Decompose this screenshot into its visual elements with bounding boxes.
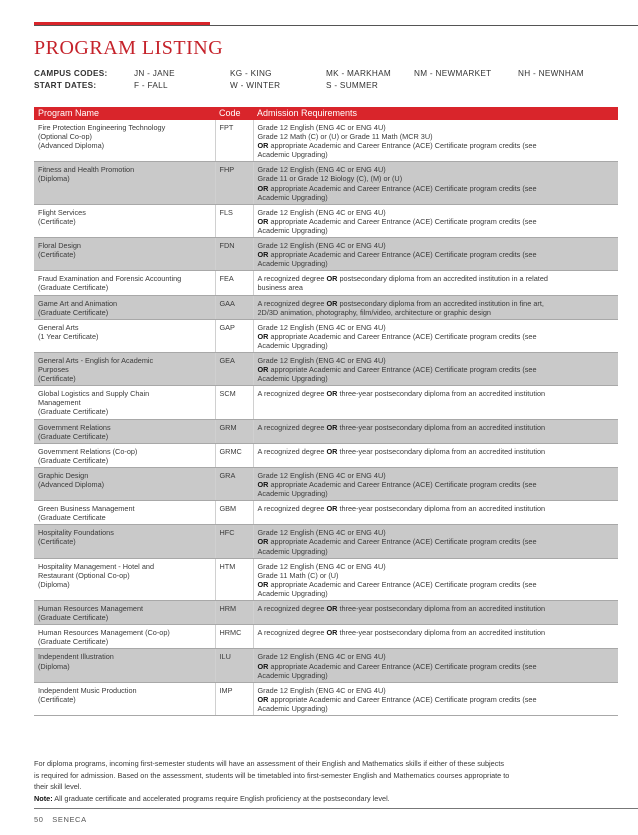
requirement-line: [258, 123, 615, 132]
program-name-cell: [34, 162, 215, 204]
note-label: Note:: [34, 793, 53, 803]
program-code-cell: ILU: [215, 649, 253, 682]
program-name-cell: [34, 238, 215, 271]
program-name-line: (Certificate): [38, 216, 76, 226]
program-name-cell: [34, 271, 215, 295]
program-name-line: (Advanced Diploma): [38, 480, 105, 489]
requirement-line: [258, 562, 615, 571]
requirement-line: [258, 217, 615, 226]
program-code-cell: FDN: [215, 238, 253, 271]
requirement-line: [258, 308, 615, 317]
start-date-code: S - SUMMER: [326, 81, 379, 90]
requirement-text: Academic Upgrading): [257, 546, 328, 556]
requirement-line: [258, 504, 615, 513]
requirement-or-keyword: OR: [257, 537, 269, 547]
program-code-cell: GAP: [215, 319, 253, 352]
requirement-text: 2D/3D animation, photography, film/video, architecture or graphic design: [257, 307, 491, 317]
program-name-line: (Advanced Diploma): [38, 141, 105, 151]
program-name-line: (Graduate Certificate): [38, 407, 109, 417]
requirement-text: Academic Upgrading): [257, 588, 328, 598]
program-name-cell: [34, 295, 215, 319]
campus-codes-row: [34, 68, 634, 80]
table-row: [34, 443, 618, 467]
program-name-line: Government Relations (Co-op): [38, 446, 138, 456]
program-name-cell: [34, 386, 215, 419]
requirement-text: Academic Upgrading): [257, 225, 328, 235]
requirement-text: appropriate Academic and Career Entrance (ACE) Certificate program credits (see: [268, 216, 537, 226]
requirement-line: [258, 704, 615, 713]
program-name-line: Fraud Examination and Forensic Accounting: [38, 274, 182, 284]
program-name-cell: [34, 625, 215, 649]
requirement-line: [258, 250, 615, 259]
requirement-or-keyword: OR: [257, 183, 269, 193]
campus-codes-label: CAMPUS CODES:: [34, 69, 108, 78]
program-name-line: (Graduate Certificate): [38, 431, 109, 441]
requirement-line: [258, 332, 615, 341]
requirement-text: Academic Upgrading): [257, 259, 328, 269]
program-name-line: (Diploma): [38, 174, 70, 184]
requirement-text: Academic Upgrading): [257, 670, 328, 680]
program-code-cell: FPT: [215, 120, 253, 162]
admission-requirements-cell: [253, 625, 618, 649]
program-name-cell: [34, 558, 215, 600]
requirement-text: Academic Upgrading): [257, 192, 328, 202]
table-row: [34, 649, 618, 682]
requirement-prefix: A recognized degree: [257, 504, 327, 514]
requirement-text: Grade 12 English (ENG 4C or ENG 4U): [257, 322, 386, 332]
requirement-line: [258, 547, 615, 556]
footnote-line: is required for admission. Based on the assessment, students will be timetabled into first-semester English and Mathematics courses appropriate to: [34, 770, 510, 780]
requirement-text: appropriate Academic and Career Entrance (ACE) Certificate program credits (see: [268, 537, 537, 547]
requirement-line: [258, 489, 615, 498]
note-text: All graduate certificate and accelerated programs require English proficiency at the postsecondary level.: [52, 793, 390, 803]
requirement-line: [258, 374, 615, 383]
program-name-cell: [34, 467, 215, 500]
program-name-line: Management: [38, 398, 81, 408]
program-code-cell: FLS: [215, 204, 253, 237]
admission-requirements-cell: [253, 443, 618, 467]
requirement-line: [258, 365, 615, 374]
program-name-line: (Certificate): [38, 374, 76, 384]
admission-requirements-cell: [253, 601, 618, 625]
requirement-line: [258, 174, 615, 183]
requirement-line: [258, 141, 615, 150]
program-code-cell: GBM: [215, 501, 253, 525]
footer-rule: [34, 808, 638, 809]
program-name-cell: [34, 204, 215, 237]
program-name-line: (Graduate Certificate): [38, 637, 109, 647]
program-name-cell: [34, 501, 215, 525]
program-code-cell: IMP: [215, 682, 253, 715]
requirement-text: appropriate Academic and Career Entrance (ACE) Certificate program credits (see: [268, 183, 537, 193]
table-row: [34, 120, 618, 162]
requirement-line: [258, 184, 615, 193]
program-code-cell: GRM: [215, 419, 253, 443]
requirement-line: [258, 226, 615, 235]
program-name-cell: [34, 120, 215, 162]
requirement-line: [258, 208, 615, 217]
requirement-text: Grade 12 English (ENG 4C or ENG 4U): [257, 355, 386, 365]
requirement-text: three-year postsecondary diploma from an accredited institution: [337, 446, 546, 456]
program-name-line: (Optional Co-op): [38, 132, 92, 142]
requirement-prefix: A recognized degree: [257, 604, 327, 614]
start-dates-label: START DATES:: [34, 81, 97, 90]
page-number: 50: [34, 815, 44, 824]
footnote-line: their skill level.: [34, 782, 82, 791]
requirement-text: appropriate Academic and Career Entrance (ACE) Certificate program credits (see: [268, 579, 537, 589]
requirement-or-keyword: OR: [257, 661, 269, 671]
program-name-line: (Graduate Certificate): [38, 613, 109, 623]
requirement-line: [258, 686, 615, 695]
program-name-line: (Diploma): [38, 661, 70, 671]
requirement-line: [258, 695, 615, 704]
program-name-line: Global Logistics and Supply Chain: [38, 389, 150, 399]
requirement-line: [258, 165, 615, 174]
requirement-text: Academic Upgrading): [257, 340, 328, 350]
program-name-line: Fire Protection Engineering Technology: [38, 123, 166, 132]
program-code-cell: GRMC: [215, 443, 253, 467]
start-date-code: W - WINTER: [230, 81, 281, 90]
program-table: [34, 107, 618, 716]
campus-code: NH - NEWNHAM: [518, 69, 584, 78]
requirement-line: [258, 604, 615, 613]
program-name-line: Restaurant (Optional Co-op): [38, 570, 130, 580]
program-name-line: Graphic Design: [38, 470, 89, 480]
requirement-line: [258, 580, 615, 589]
requirement-line: [258, 447, 615, 456]
table-row: [34, 295, 618, 319]
table-row: [34, 601, 618, 625]
requirement-prefix: A recognized degree: [257, 298, 327, 308]
requirement-text: Grade 11 or Grade 12 Biology (C), (M) or (U): [257, 174, 403, 184]
requirement-line: [258, 193, 615, 202]
table-row: [34, 682, 618, 715]
program-name-cell: [34, 682, 215, 715]
page-title: PROGRAM LISTING: [34, 37, 224, 59]
requirement-line: [258, 299, 615, 308]
footer-brand: SENECA: [52, 815, 87, 824]
table-row: [34, 204, 618, 237]
requirement-prefix: A recognized degree: [257, 274, 327, 284]
program-name-cell: [34, 319, 215, 352]
campus-code: JN - JANE: [134, 69, 175, 78]
program-code-cell: HTM: [215, 558, 253, 600]
program-name-line: (Diploma): [38, 579, 70, 589]
admission-requirements-cell: [253, 162, 618, 204]
column-header-program-name: Program Name: [34, 107, 215, 120]
requirement-text: Grade 12 English (ENG 4C or ENG 4U): [257, 652, 386, 662]
requirement-line: [258, 480, 615, 489]
admission-requirements-cell: [253, 319, 618, 352]
requirement-line: [258, 628, 615, 637]
requirement-text: appropriate Academic and Career Entrance (ACE) Certificate program credits (see: [268, 480, 537, 489]
requirement-line: [258, 132, 615, 141]
admission-requirements-cell: [253, 467, 618, 500]
admission-requirements-cell: [253, 419, 618, 443]
requirement-text: Grade 12 English (ENG 4C or ENG 4U): [257, 241, 386, 251]
requirement-line: [258, 241, 615, 250]
program-name-line: (Graduate Certificate): [38, 455, 109, 465]
requirement-text: three-year postsecondary diploma from an accredited institution: [337, 604, 546, 614]
requirement-line: [258, 671, 615, 680]
requirement-line: [258, 323, 615, 332]
program-code-cell: GRA: [215, 467, 253, 500]
table-row: [34, 162, 618, 204]
requirement-or-keyword: OR: [326, 628, 338, 638]
program-code-cell: HRMC: [215, 625, 253, 649]
page-footer: [34, 815, 93, 824]
requirement-or-keyword: OR: [326, 422, 338, 432]
program-name-line: Human Resources Management (Co-op): [38, 628, 170, 638]
requirement-line: [258, 471, 615, 480]
requirement-prefix: A recognized degree: [257, 422, 327, 432]
requirement-or-keyword: OR: [257, 480, 269, 489]
requirement-text: Academic Upgrading): [257, 150, 328, 160]
requirement-text: appropriate Academic and Career Entrance (ACE) Certificate program credits (see: [268, 365, 537, 375]
requirement-or-keyword: OR: [257, 216, 269, 226]
table-row: [34, 386, 618, 419]
program-name-cell: [34, 649, 215, 682]
requirement-text: Academic Upgrading): [257, 489, 328, 499]
requirement-line: [258, 150, 615, 159]
program-name-line: Hospitality Foundations: [38, 528, 114, 538]
program-code-cell: GAA: [215, 295, 253, 319]
table-row: [34, 558, 618, 600]
program-name-line: (Certificate): [38, 537, 76, 547]
table-row: [34, 352, 618, 385]
requirement-or-keyword: OR: [257, 141, 269, 151]
admission-requirements-cell: [253, 558, 618, 600]
requirement-line: [258, 356, 615, 365]
program-name-line: Floral Design: [38, 241, 81, 251]
footnote-line: For diploma programs, incoming first-semester students will have an assessment of their English and Mathematics skills if either of these subjects: [34, 759, 505, 768]
requirement-text: Grade 11 Math (C) or (U): [257, 570, 339, 580]
admission-requirements-cell: [253, 120, 618, 162]
requirement-text: three-year postsecondary diploma from an accredited institution: [337, 389, 546, 399]
admission-requirements-cell: [253, 525, 618, 558]
requirement-or-keyword: OR: [326, 274, 338, 284]
requirement-text: postsecondary diploma from an accredited institution in a related: [337, 274, 548, 284]
program-name-line: (Graduate Certificate): [38, 283, 109, 293]
program-name-line: Human Resources Management: [38, 604, 144, 614]
program-name-line: (1 Year Certificate): [38, 331, 99, 341]
requirement-line: [258, 423, 615, 432]
program-name-line: Game Art and Animation: [38, 298, 118, 308]
table-row: [34, 419, 618, 443]
requirement-line: [258, 341, 615, 350]
requirement-or-keyword: OR: [257, 331, 269, 341]
admission-requirements-cell: [253, 271, 618, 295]
requirement-text: three-year postsecondary diploma from an accredited institution: [337, 504, 546, 514]
requirement-text: Academic Upgrading): [257, 374, 328, 384]
requirement-text: Grade 12 English (ENG 4C or ENG 4U): [257, 123, 386, 132]
requirement-line: [258, 259, 615, 268]
requirement-line: [258, 571, 615, 580]
program-name-line: Flight Services: [38, 207, 86, 217]
program-name-line: Independent Illustration: [38, 652, 114, 662]
requirement-prefix: A recognized degree: [257, 446, 327, 456]
program-code-cell: FEA: [215, 271, 253, 295]
requirement-or-keyword: OR: [257, 250, 269, 260]
program-name-cell: [34, 525, 215, 558]
requirement-or-keyword: OR: [326, 604, 338, 614]
requirement-text: appropriate Academic and Career Entrance (ACE) Certificate program credits (see: [268, 694, 537, 704]
admission-requirements-cell: [253, 682, 618, 715]
table-row: [34, 271, 618, 295]
requirement-or-keyword: OR: [257, 365, 269, 375]
requirement-or-keyword: OR: [326, 389, 338, 399]
requirement-text: Grade 12 English (ENG 4C or ENG 4U): [257, 685, 386, 695]
table-row: [34, 238, 618, 271]
requirement-or-keyword: OR: [326, 504, 338, 514]
program-code-cell: FHP: [215, 162, 253, 204]
requirement-text: appropriate Academic and Career Entrance (ACE) Certificate program credits (see: [268, 250, 537, 260]
table-row: [34, 467, 618, 500]
requirement-text: appropriate Academic and Career Entrance (ACE) Certificate program credits (see: [268, 141, 537, 151]
program-name-line: (Graduate Certificate): [38, 307, 109, 317]
program-code-cell: HFC: [215, 525, 253, 558]
requirement-or-keyword: OR: [257, 579, 269, 589]
program-code-cell: HRM: [215, 601, 253, 625]
requirement-or-keyword: OR: [326, 298, 338, 308]
program-name-line: General Arts - English for Academic: [38, 355, 154, 365]
requirement-text: Grade 12 English (ENG 4C or ENG 4U): [257, 207, 386, 217]
admission-requirements-cell: [253, 501, 618, 525]
requirement-or-keyword: OR: [257, 694, 269, 704]
footnote-note: [34, 793, 616, 805]
program-name-line: (Graduate Certificate: [38, 513, 106, 523]
program-name-line: Purposes: [38, 365, 69, 375]
requirement-or-keyword: OR: [326, 446, 338, 456]
program-code-cell: GEA: [215, 352, 253, 385]
program-name-cell: [34, 443, 215, 467]
footnote: [34, 758, 616, 804]
table-row: [34, 625, 618, 649]
table-header-row: [34, 107, 618, 120]
requirement-prefix: A recognized degree: [257, 628, 327, 638]
requirement-prefix: A recognized degree: [257, 389, 327, 399]
requirement-text: three-year postsecondary diploma from an accredited institution: [337, 422, 546, 432]
requirement-line: [258, 528, 615, 537]
program-name-line: Fitness and Health Promotion: [38, 165, 135, 175]
program-name-line: (Certificate): [38, 250, 76, 260]
campus-code: KG - KING: [230, 69, 272, 78]
requirement-text: Grade 12 Math (C) or (U) or Grade 11 Math (MCR 3U): [257, 132, 433, 142]
admission-requirements-cell: [253, 204, 618, 237]
requirement-text: Grade 12 English (ENG 4C or ENG 4U): [257, 470, 386, 480]
start-dates-row: [34, 80, 634, 92]
requirement-line: [258, 662, 615, 671]
column-header-admission-requirements: Admission Requirements: [253, 107, 618, 120]
admission-requirements-cell: [253, 649, 618, 682]
requirement-text: appropriate Academic and Career Entrance (ACE) Certificate program credits (see: [268, 331, 537, 341]
requirement-text: three-year postsecondary diploma from an accredited institution: [337, 628, 546, 638]
program-name-line: Green Business Management: [38, 504, 135, 514]
requirement-text: Grade 12 English (ENG 4C or ENG 4U): [257, 528, 386, 538]
codes-legend: [34, 68, 634, 92]
requirement-line: [258, 589, 615, 598]
requirement-line: [258, 283, 615, 292]
table-row: [34, 319, 618, 352]
requirement-text: Academic Upgrading): [257, 703, 328, 713]
admission-requirements-cell: [253, 352, 618, 385]
requirement-text: Grade 12 English (ENG 4C or ENG 4U): [257, 561, 386, 571]
requirement-text: Grade 12 English (ENG 4C or ENG 4U): [257, 165, 386, 175]
header-rule: [34, 25, 638, 26]
requirement-text: business area: [257, 283, 303, 293]
table-body: [34, 120, 618, 715]
table-row: [34, 501, 618, 525]
requirement-text: postsecondary diploma from an accredited institution in fine art,: [337, 298, 544, 308]
table-row: [34, 525, 618, 558]
program-name-line: General Arts: [38, 322, 79, 332]
admission-requirements-cell: [253, 386, 618, 419]
campus-code: NM - NEWMARKET: [414, 69, 492, 78]
admission-requirements-cell: [253, 238, 618, 271]
requirement-line: [258, 652, 615, 661]
program-name-line: Hospitality Management - Hotel and: [38, 561, 154, 571]
program-name-line: Independent Music Production: [38, 685, 137, 695]
program-name-cell: [34, 419, 215, 443]
column-header-code: Code: [215, 107, 253, 120]
program-name-line: Government Relations: [38, 422, 111, 432]
program-name-line: (Certificate): [38, 694, 76, 704]
program-name-cell: [34, 352, 215, 385]
requirement-line: [258, 389, 615, 398]
program-code-cell: SCM: [215, 386, 253, 419]
program-name-cell: [34, 601, 215, 625]
campus-code: MK - MARKHAM: [326, 69, 392, 78]
requirement-line: [258, 274, 615, 283]
start-date-code: F - FALL: [134, 81, 168, 90]
requirement-text: appropriate Academic and Career Entrance (ACE) Certificate program credits (see: [268, 661, 537, 671]
requirement-line: [258, 537, 615, 546]
admission-requirements-cell: [253, 295, 618, 319]
